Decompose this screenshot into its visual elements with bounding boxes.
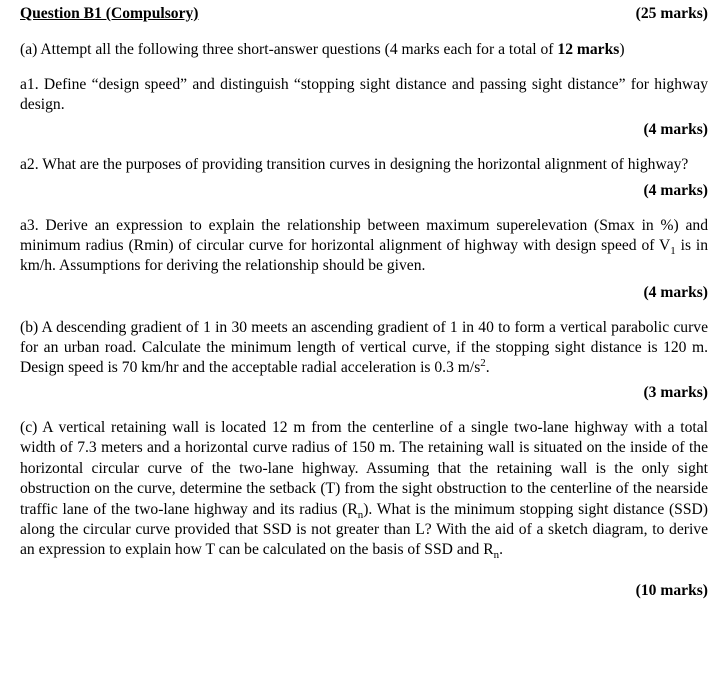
b-text-end: . (485, 359, 490, 376)
question-header (20, 4, 708, 28)
question-c (20, 418, 708, 561)
question-b (20, 318, 708, 378)
part-a-intro (20, 40, 708, 60)
b-superscript: 2 (480, 356, 486, 369)
b-text: (b) A descending gradient of 1 in 30 meets an ascending gradient of 1 in 40 to form a vertical parabolic curve for an urban road. Calculate the minimum length of vertical curve, if the stopping sight distance is 120 m. Design speed is 70 km/hr and the acceptable radial acceleration is 0.3 m/s (20, 319, 708, 376)
b-marks: (3 marks) (643, 384, 708, 401)
question-page (20, 4, 708, 601)
question-a1: a1. Define “design speed” and distinguish “stopping sight distance and passing sight distance” for highway design. (20, 76, 708, 113)
c-marks: (10 marks) (635, 581, 708, 599)
c-subscript-1: n (357, 508, 364, 521)
a2-marks: (4 marks) (643, 182, 708, 199)
c-text-end: . (499, 541, 503, 559)
a1-marks: (4 marks) (643, 121, 708, 138)
question-total-marks: (25 marks) (635, 5, 708, 22)
a3-text: a3. Derive an expression to explain the relationship between maximum superelevation (Smax in %) and minimum radius (Rmin) of circular curve for horizontal alignment of highway with design speed of V (20, 217, 708, 254)
question-a2: a2. What are the purposes of providing transition curves in designing the horizontal alignment of highway? (20, 156, 689, 173)
part-a-intro-bold: 12 marks (557, 41, 620, 58)
part-a-intro-close: ) (619, 41, 625, 58)
question-title: Question B1 (Compulsory) (20, 5, 199, 22)
c-text-middle: ). What is the minimum stopping sight distance (SSD) along the circular curve provided that SSD is not greater than L? With the aid of a sketch diagram, to derive an expression to explain how T can be calculated on the basis of SSD and R (20, 500, 708, 559)
a3-text-end: is in km/h. Assumptions for deriving the relationship should be given. (20, 237, 708, 274)
a3-marks: (4 marks) (643, 284, 708, 301)
c-text: (c) A vertical retaining wall is located 12 m from the centerline of a single two-lane highway with a total width of 7.3 meters and a horizontal curve radius of 150 m. The retaining wall is situated on the inside of the horizontal circular curve of the two-lane highway. Assuming that the retaining wall is the only sight obstruction on the curve, determine the setback (T) from the sight obstruction to the centerline of the nearside traffic lane of the two-lane highway and its radius (R (20, 419, 708, 518)
c-subscript-2: n (493, 549, 500, 562)
a3-subscript: 1 (670, 245, 676, 258)
part-a-intro-text: (a) Attempt all the following three short-answer questions (4 marks each for a total of (20, 41, 558, 58)
question-a3 (20, 216, 708, 276)
